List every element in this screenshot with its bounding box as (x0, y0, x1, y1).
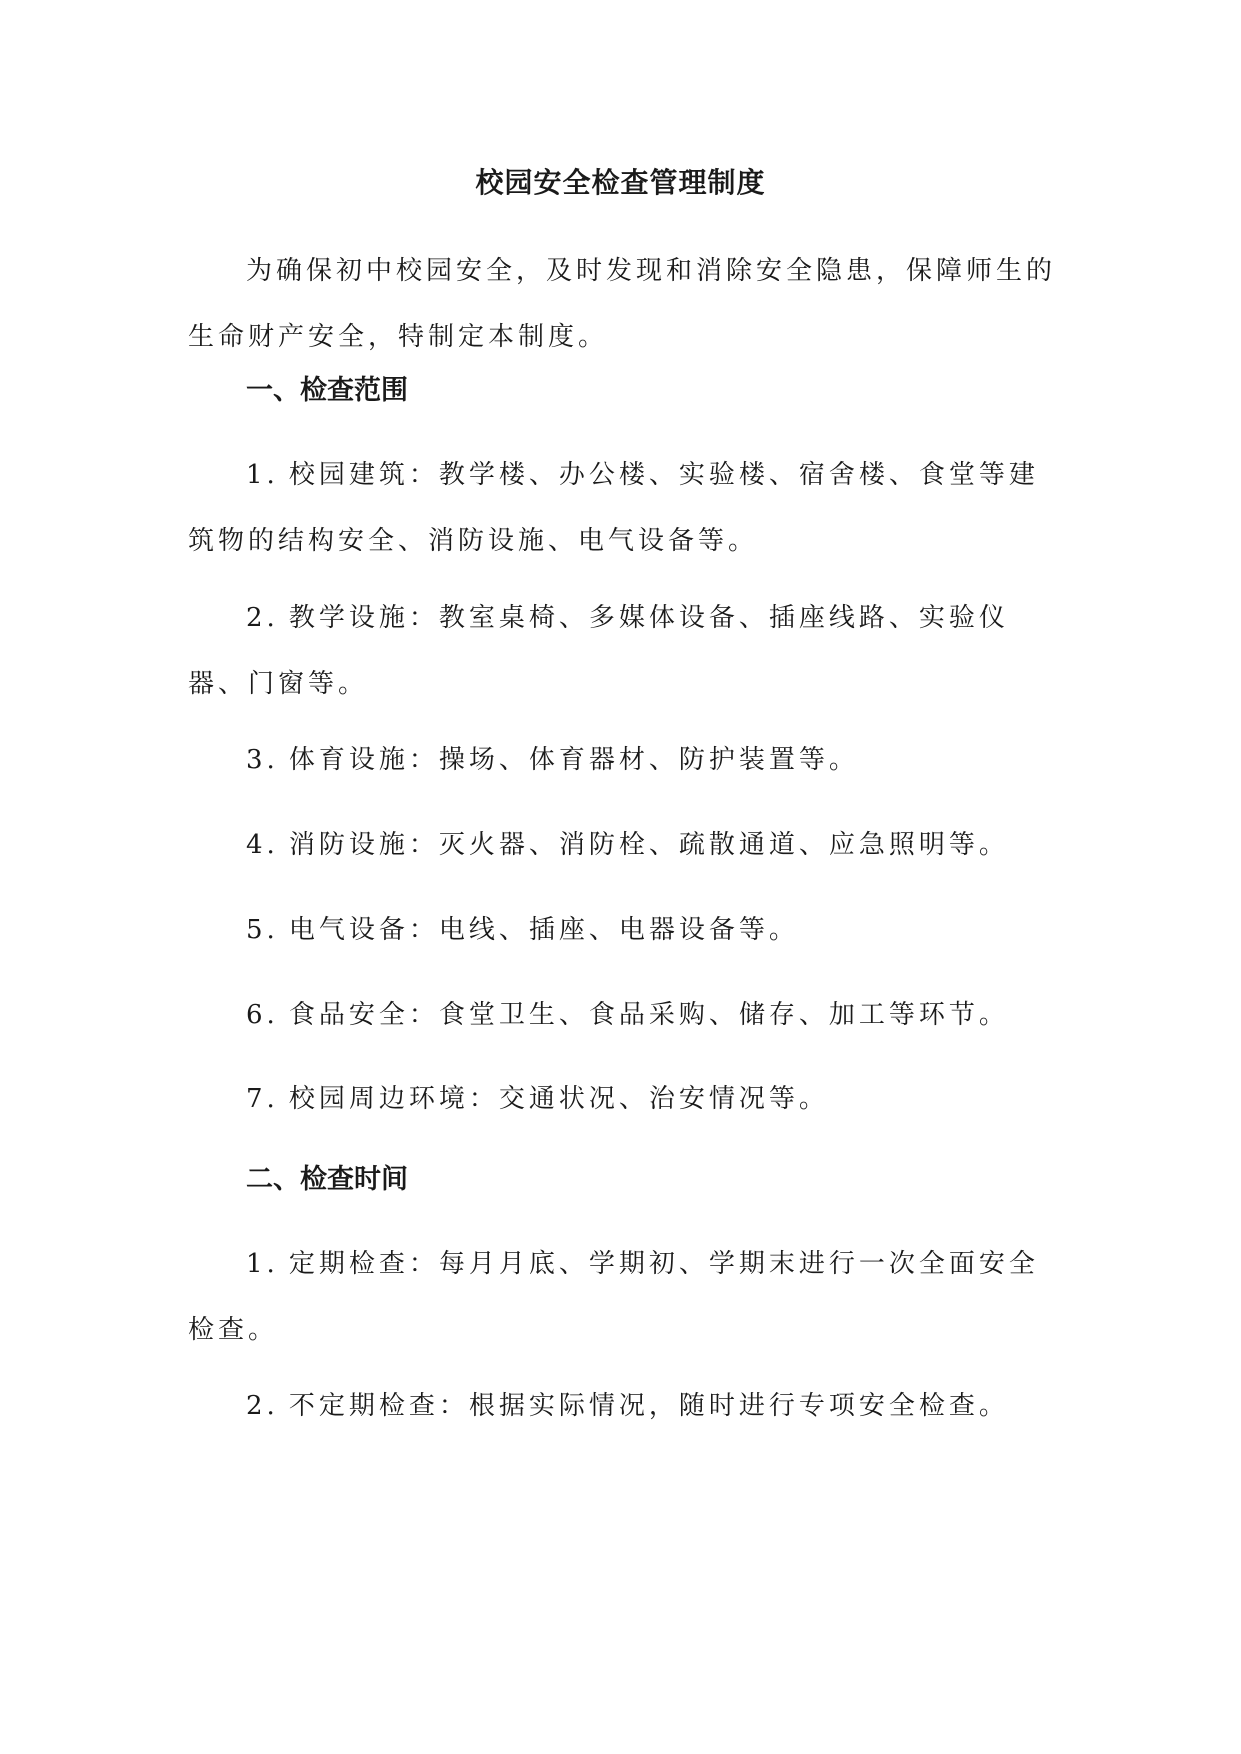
item-text: 电气设备：电线、插座、电器设备等。 (288, 915, 799, 945)
section-heading-scope: 一、检查范围 (246, 375, 408, 406)
document-title: 校园安全检查管理制度 (475, 166, 766, 199)
list-item (188, 897, 1056, 963)
item-number: 1. (246, 1249, 279, 1279)
item-text: 体育设施：操场、体育器材、防护装置等。 (288, 745, 859, 775)
list-item (188, 1066, 1056, 1132)
item-number: 6. (246, 1000, 279, 1030)
item-number: 2. (246, 1391, 279, 1421)
list-item (188, 727, 1056, 793)
list-item (188, 812, 1056, 878)
item-number: 1. (246, 460, 279, 490)
item-text: 教学设施：教室桌椅、多媒体设备、插座线路、实验仪器、门窗等。 (188, 603, 1009, 699)
item-text: 校园建筑：教学楼、办公楼、实验楼、宿舍楼、食堂等建筑物的结构安全、消防设施、电气设备等。 (188, 460, 1039, 556)
item-number: 7. (246, 1084, 279, 1114)
item-number: 5. (246, 915, 279, 945)
item-number: 2. (246, 603, 279, 633)
intro-paragraph: 为确保初中校园安全，及时发现和消除安全隐患，保障师生的生命财产安全，特制定本制度。 (188, 256, 1057, 352)
list-item (188, 1373, 1056, 1439)
item-text: 食品安全：食堂卫生、食品采购、储存、加工等环节。 (288, 1000, 1009, 1030)
item-text: 定期检查：每月月底、学期初、学期末进行一次全面安全检查。 (188, 1249, 1039, 1345)
item-number: 3. (246, 745, 279, 775)
item-text: 消防设施：灭火器、消防栓、疏散通道、应急照明等。 (288, 830, 1009, 860)
item-text: 不定期检查：根据实际情况，随时进行专项安全检查。 (288, 1391, 1009, 1421)
list-item (188, 585, 1056, 717)
item-text: 校园周边环境：交通状况、治安情况等。 (288, 1084, 829, 1114)
list-item (188, 1231, 1056, 1363)
item-number: 4. (246, 830, 279, 860)
section-heading-time: 二、检查时间 (246, 1164, 408, 1195)
list-item (188, 982, 1056, 1048)
list-item (188, 442, 1056, 574)
